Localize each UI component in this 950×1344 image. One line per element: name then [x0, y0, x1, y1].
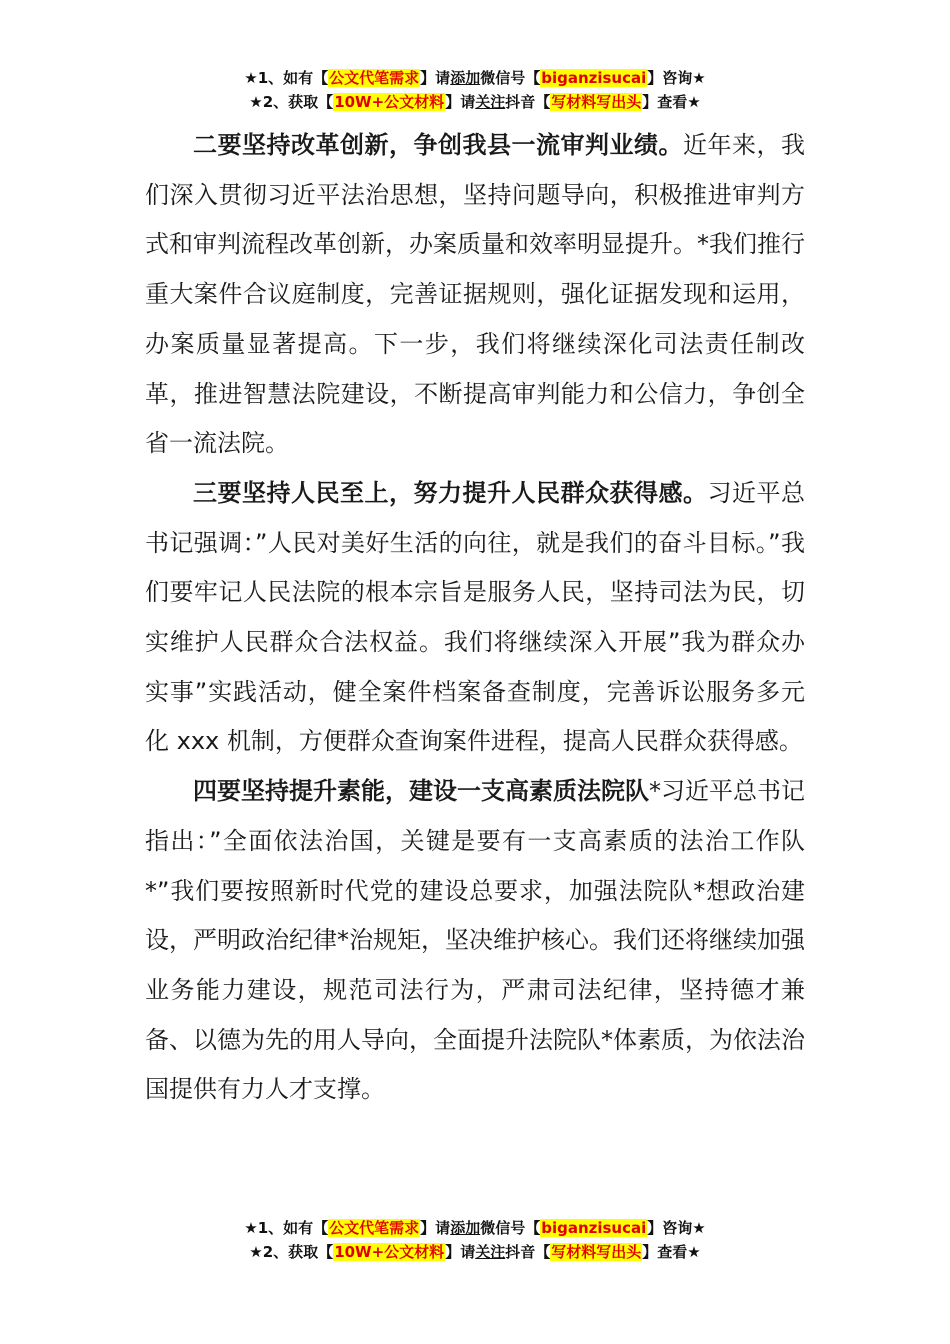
- paragraph-team: [145, 767, 805, 1115]
- banner-text: 】咨询★: [647, 69, 706, 87]
- highlight-service: 公文代笔需求: [329, 69, 420, 87]
- highlight-douyin: 写材料写出头: [551, 1243, 642, 1261]
- document-body: [145, 121, 805, 1115]
- banner-line-1: [0, 1216, 950, 1240]
- banner-text: 】查看★: [642, 1243, 701, 1261]
- paragraph-people: [145, 469, 805, 767]
- banner-text: 】请: [445, 1243, 476, 1261]
- banner-text: 抖音【: [505, 1243, 551, 1261]
- highlight-materials: 10W+公文材料: [334, 93, 445, 111]
- paragraph-reform: [145, 121, 805, 469]
- banner-text: ★2、获取【: [249, 1243, 334, 1261]
- banner-line-2: [0, 90, 950, 114]
- banner-text: 】查看★: [642, 93, 701, 111]
- banner-text: 】请: [420, 69, 451, 87]
- header-banner: [0, 66, 950, 114]
- banner-underlined-text: 添加: [450, 69, 481, 87]
- banner-text: 】请: [445, 93, 476, 111]
- footer-banner: [0, 1216, 950, 1264]
- highlight-materials: 10W+公文材料: [334, 1243, 445, 1261]
- paragraph-heading: 四要坚持提升素能，建设一支高素质法院队: [193, 777, 649, 806]
- paragraph-heading: 三要坚持人民至上，努力提升人民群众获得感。: [193, 478, 708, 507]
- banner-underlined-text: 关注: [475, 1243, 506, 1261]
- paragraph-text: *习近平总书记指出：”全面依法治国，关键是要有一支高素质的法治工作队*”我们要按照新时代党的建设总要求，加强法院队*想政治建设，严明政治纪律*治规矩，坚决维护核心。我们还将继续加强业务能力建设，规范司法行为，严肃司法纪律，坚持德才兼备、以德为先的用人导向，全面提升法院队*体素质，为依法治国提供有力人才支撑。: [145, 777, 805, 1104]
- highlight-wechat-id: biganzisucai: [541, 1219, 647, 1237]
- banner-underlined-text: 添加: [450, 1219, 481, 1237]
- banner-text: 微信号【: [480, 1219, 541, 1237]
- paragraph-text: 近年来，我们深入贯彻习近平法治思想，坚持问题导向，积极推进审判方式和审判流程改革创新，办案质量和效率明显提升。*我们推行重大案件合议庭制度，完善证据规则，强化证据发现和运用，办案质量显著提高。下一步，我们将继续深化司法责任制改革，推进智慧法院建设，不断提高审判能力和公信力，争创全省一流法院。: [145, 131, 805, 458]
- banner-text: 】咨询★: [647, 1219, 706, 1237]
- highlight-service: 公文代笔需求: [329, 1219, 420, 1237]
- banner-text: 抖音【: [505, 93, 551, 111]
- banner-text: 微信号【: [480, 69, 541, 87]
- highlight-wechat-id: biganzisucai: [541, 69, 647, 87]
- banner-text: ★1、如有【: [244, 1219, 329, 1237]
- banner-line-1: [0, 66, 950, 90]
- banner-text: ★2、获取【: [249, 93, 334, 111]
- paragraph-heading: 二要坚持改革创新，争创我县一流审判业绩。: [193, 131, 683, 159]
- paragraph-text: 习近平总书记强调：”人民对美好生活的向往，就是我们的奋斗目标。”我们要牢记人民法院的根本宗旨是服务人民，坚持司法为民，切实维护人民群众合法权益。我们将继续深入开展”我为群众办实事”实践活动，健全案件档案备查制度，完善诉讼服务多元化 xxx 机制，方便群众查询案件进程，提高人民群众获得感。: [145, 478, 805, 756]
- banner-text: ★1、如有【: [244, 69, 329, 87]
- banner-line-2: [0, 1240, 950, 1264]
- highlight-douyin: 写材料写出头: [551, 93, 642, 111]
- banner-text: 】请: [420, 1219, 451, 1237]
- banner-underlined-text: 关注: [475, 93, 506, 111]
